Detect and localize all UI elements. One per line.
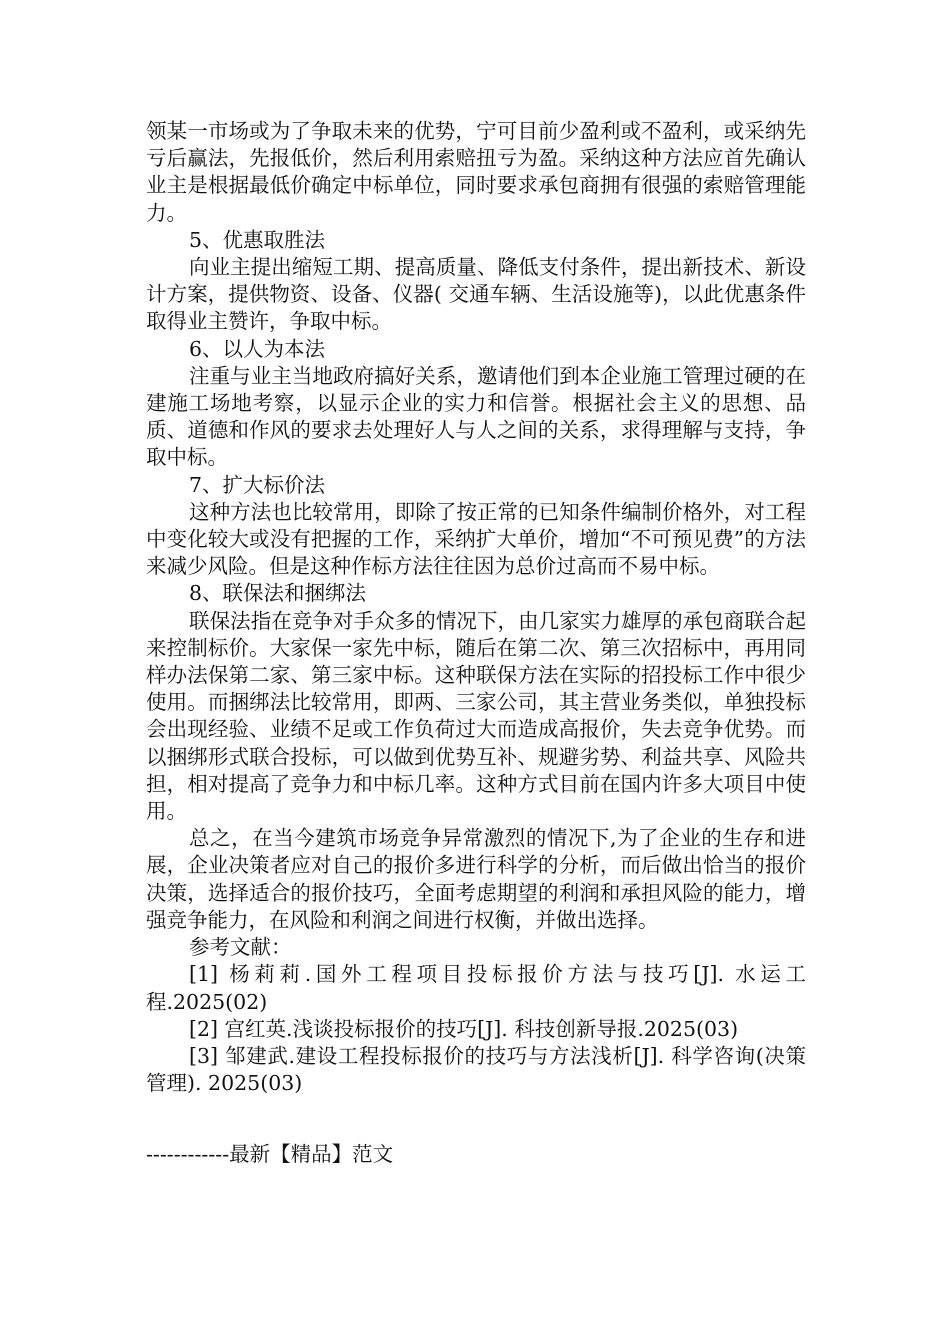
section-heading-6: 6、以人为本法 bbox=[189, 336, 326, 361]
reference-item-1: [1] 杨莉莉.国外工程项目投标报价方法与技巧[J]. 水运工程.2025(02) bbox=[146, 962, 806, 1014]
reference-item-2: [2] 宫红英.浅谈投标报价的技巧[J]. 科技创新导报.2025(03) bbox=[189, 1016, 739, 1041]
paragraph-section-8: 联保法指在竞争对手众多的情况下，由几家实力雄厚的承包商联合起来控制标价。大家保一家先中标，随后在第二次、第三次招标中，再用同样办法保第二家、第三家中标。这种联保方法在实际的招投标工作中很少使用。而捆绑法比较常用，即两、三家公司，其主营业务类似，单独投标会出现经验、业绩不足或工作负荷过大而造成高报价，失去竞争优势。而以捆绑形式联合投标，可以做到优势互补、规避劣势、利益共享、风险共担，相对提高了竞争力和中标几率。这种方式目前在国内许多大项目中使用。 bbox=[146, 608, 806, 824]
paragraph-intro-continued: 领某一市场或为了争取未来的优势，宁可目前少盈利或不盈利，或采纳先亏后赢法，先报低价，然后利用索赔扭亏为盈。采纳这种方法应首先确认业主是根据最低价确定中标单位，同时要求承包商拥有很强的索赔管理能力。 bbox=[146, 119, 806, 225]
section-heading-7: 7、扩大标价法 bbox=[189, 472, 326, 497]
paragraph-section-5: 向业主提出缩短工期、提高质量、降低支付条件，提出新技术、新设计方案，提供物资、设备、仪器( 交通车辆、生活设施等)，以此优惠条件取得业主赞许，争取中标。 bbox=[146, 255, 806, 334]
section-heading-8: 8、联保法和捆绑法 bbox=[189, 581, 367, 606]
references-heading: 参考文献： bbox=[189, 935, 292, 960]
footer-text: ------------最新【精品】范文 bbox=[146, 1142, 394, 1166]
reference-item-3: [3] 邹建武.建设工程投标报价的技巧与方法浅析[J]. 科学咨询(决策管理). 2025(03) bbox=[146, 1043, 806, 1096]
document-body bbox=[146, 118, 806, 1097]
paragraph-section-6: 注重与业主当地政府搞好关系，邀请他们到本企业施工管理过硬的在建施工场地考察，以显示企业的实力和信誉。根据社会主义的思想、品质、道德和作风的要求去处理好人与人之间的关系，求得理解与支持，争取中标。 bbox=[146, 363, 806, 470]
section-heading-5: 5、优惠取胜法 bbox=[189, 227, 326, 252]
paragraph-conclusion: 总之，在当今建筑市场竞争异常激烈的情况下,为了企业的生存和进展，企业决策者应对自己的报价多进行科学的分析，而后做出恰当的报价决策，选择适合的报价技巧，全面考虑期望的利润和承担风险的能力，增强竞争能力，在风险和利润之间进行权衡，并做出选择。 bbox=[146, 826, 806, 932]
paragraph-section-7: 这种方法也比较常用，即除了按正常的已知条件编制价格外，对工程中变化较大或没有把握的工作，采纳扩大单价，增加“不可预见费”的方法来减少风险。但是这种作标方法往往因为总价过高而不易中标。 bbox=[146, 499, 806, 579]
